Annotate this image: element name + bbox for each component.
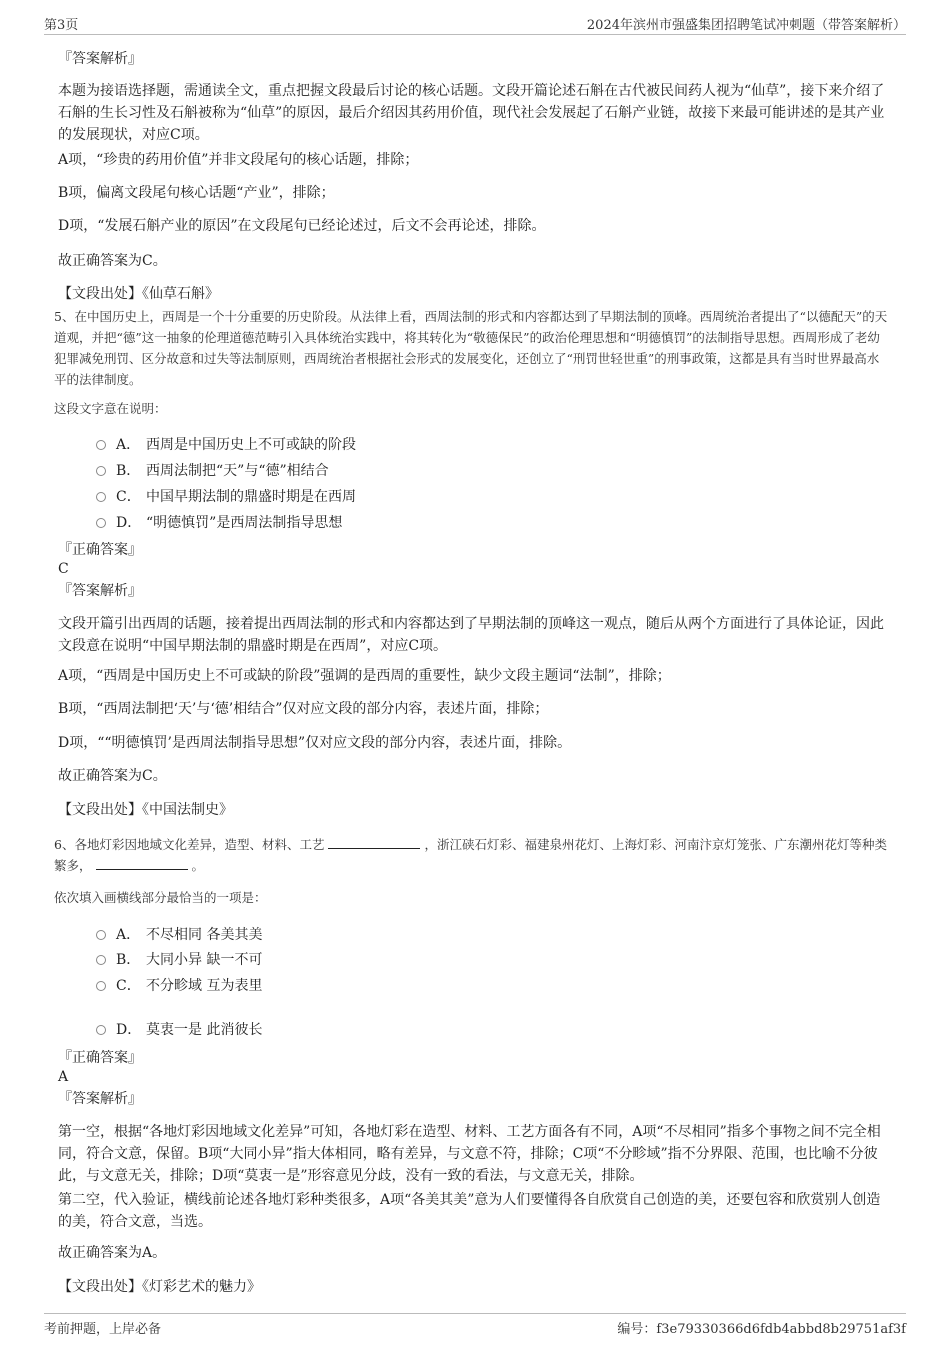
- radio-icon[interactable]: [96, 466, 106, 476]
- footer-slogan: 考前押题，上岸必备: [44, 1322, 162, 1337]
- q5-answer-label: 『正确答案』: [58, 542, 142, 558]
- q6-question: 依次填入画横线部分最恰当的一项是：: [54, 890, 267, 905]
- q5-option-b[interactable]: B． 西周法制把“天”与“德”相结合: [96, 461, 329, 481]
- q6-answer-label: 『正确答案』: [58, 1050, 142, 1066]
- q4-analysis-b: B项，偏离文段尾句核心话题“产业”，排除；: [58, 185, 335, 201]
- q5-answer: C: [58, 561, 69, 577]
- q6-analysis-label: 『答案解析』: [58, 1091, 142, 1107]
- q6-option-a[interactable]: A． 不尽相同 各美其美: [96, 925, 262, 945]
- q4-source: 【文段出处】《仙草石斛》: [58, 286, 219, 302]
- q5-stem: 5、在中国历史上，西周是一个十分重要的历史阶段。从法律上看，西周法制的形式和内容都达到了早期法制的顶峰。西周统治者提出了“以德配天”的天道观，并把“德”这一抽象的伦理道德范畴引入具体统治实践中，将其转化为“敬德保民”的政治伦理思想和“明德慎罚”的法制指导思想。西周形成了老幼犯罪减免刑罚、区分故意和过失等法制原则，西周统治者根据社会形式的发展变化，还创立了“刑罚世轻世重”的刑事政策，这都是具有当时世界最高水平的法律制度。: [54, 309, 888, 387]
- radio-icon[interactable]: [96, 492, 106, 502]
- radio-icon[interactable]: [96, 518, 106, 528]
- q5-source: 【文段出处】《中国法制史》: [58, 802, 233, 818]
- q5-option-d[interactable]: D． “明德慎罚”是西周法制指导思想: [96, 513, 342, 533]
- q4-conclusion: 故正确答案为C。: [58, 253, 167, 269]
- q5-analysis-a: A项，“西周是中国历史上不可或缺的阶段”强调的是西周的重要性，缺少文段主题词“法制”，排除；: [58, 668, 671, 684]
- radio-icon[interactable]: [96, 955, 106, 965]
- page-footer: [44, 1313, 906, 1337]
- q6-answer: A: [58, 1069, 69, 1085]
- q5-analysis-paragraph: 文段开篇引出西周的话题，接着提出西周法制的形式和内容都达到了早期法制的顶峰这一观点，随后从两个方面进行了具体论证，因此文段意在说明“中国早期法制的鼎盛时期是在西周”，对应C项。: [58, 616, 884, 654]
- radio-icon[interactable]: [96, 1025, 106, 1035]
- radio-icon[interactable]: [96, 440, 106, 450]
- q5-analysis-b: B项，“西周法制把‘天’与‘德’相结合”仅对应文段的部分内容，表述片面，排除；: [58, 701, 549, 717]
- q6-option-d[interactable]: D． 莫衷一是 此消彼长: [96, 1020, 262, 1040]
- fill-blank-2: [96, 857, 188, 870]
- radio-icon[interactable]: [96, 930, 106, 940]
- q5-conclusion: 故正确答案为C。: [58, 768, 167, 784]
- q6-option-b[interactable]: B． 大同小异 缺一不可: [96, 950, 262, 970]
- q5-analysis-label: 『答案解析』: [58, 583, 142, 599]
- q6-analysis-paragraph-1: 第一空，根据“各地灯彩因地域文化差异”可知，各地灯彩在造型、材料、工艺方面各有不同，A项“不尽相同”指多个事物之间不完全相同，符合文意，保留。B项“大同小异”指大体相同，略有差异，与文意不符，排除；C项“不分畛域”指不分界限、范围，也比喻不分彼此，与文意无关，排除；D项“莫衷一是”形容意见分歧，没有一致的看法，与文意无关，排除。: [58, 1124, 881, 1184]
- document-title: 2024年滨州市强盛集团招聘笔试冲刺题（带答案解析）: [586, 18, 906, 33]
- q5-option-c[interactable]: C． 中国早期法制的鼎盛时期是在西周: [96, 487, 356, 507]
- q4-analysis-paragraph: 本题为接语选择题，需通读全文，重点把握文段最后讨论的核心话题。文段开篇论述石斛在古代被民间药人视为“仙草”，接下来介绍了石斛的生长习性及石斛被称为“仙草”的原因，最后介绍因其药用价值，现代社会发展起了石斛产业链，故接下来最可能讲述的是其产业的发展现状，对应C项。: [58, 83, 885, 143]
- q5-option-a[interactable]: A． 西周是中国历史上不可或缺的阶段: [96, 435, 356, 455]
- document-code: 编号：f3e79330366d6fdb4abbd8b29751af3f: [617, 1322, 906, 1337]
- page-number: 第3页: [44, 18, 79, 33]
- fill-blank-1: [328, 836, 420, 849]
- q4-analysis-d: D项，“发展石斛产业的原因”在文段尾句已经论述过，后文不会再论述，排除。: [58, 218, 546, 234]
- q6-source: 【文段出处】《灯彩艺术的魅力》: [58, 1279, 261, 1295]
- q6-stem: 6、各地灯彩因地域文化差异，造型、材料、工艺 ，浙江硖石灯彩、福建泉州花灯、上海灯彩、河南汴京灯笼张、广东潮州花灯等种类繁多， 。: [54, 837, 887, 873]
- q6-analysis-paragraph-2: 第二空，代入验证，横线前论述各地灯彩种类很多，A项“各美其美”意为人们要懂得各自欣赏自己创造的美，还要包容和欣赏别人创造的美，符合文意，当选。: [58, 1192, 881, 1230]
- q5-question: 这段文字意在说明：: [54, 401, 167, 416]
- q5-analysis-d: D项，““明德慎罚’是西周法制指导思想”仅对应文段的部分内容，表述片面，排除。: [58, 735, 572, 751]
- q4-analysis-a: A项，“珍贵的药用价值”并非文段尾句的核心话题，排除；: [58, 152, 419, 168]
- q6-option-c[interactable]: C． 不分畛域 互为表里: [96, 976, 262, 996]
- page-header: [44, 14, 906, 35]
- q6-conclusion: 故正确答案为A。: [58, 1245, 167, 1261]
- q4-analysis-label: 『答案解析』: [58, 51, 142, 67]
- radio-icon[interactable]: [96, 981, 106, 991]
